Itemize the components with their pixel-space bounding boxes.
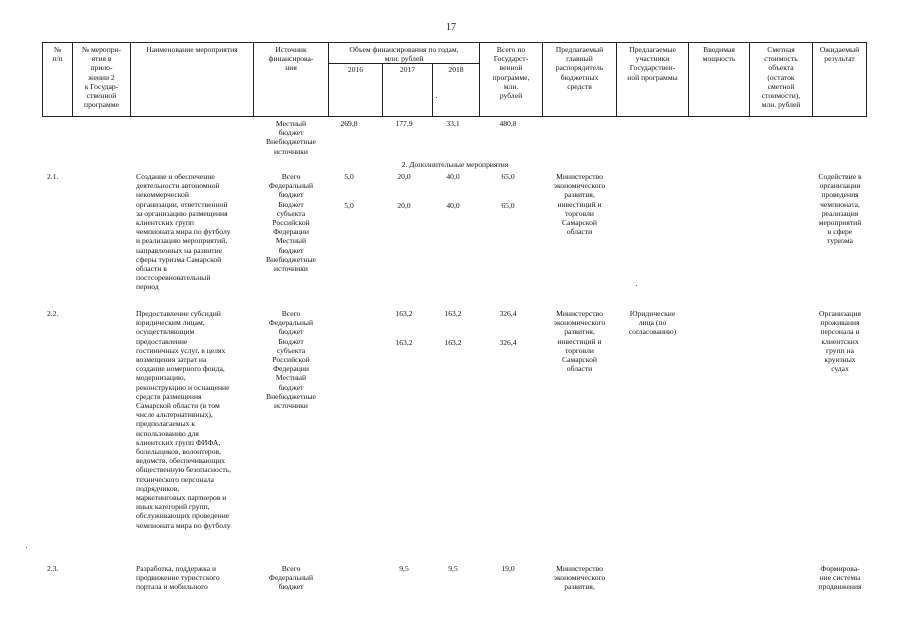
section-title: 2. Дополнительные мероприятия: [401, 160, 509, 169]
header-cost: Сметная стоимость объекта (остаток сметной стоимости), млн. рублей: [761, 45, 801, 110]
row-2016: 5,0: [344, 172, 354, 181]
scan-speck: [26, 547, 27, 548]
row-manager: Министерство экономического развития, инвестиций и торговли Самарской области: [553, 309, 606, 374]
row-participants: Юридические лица (по согласованию): [628, 309, 677, 337]
row-2018: 40,0: [446, 172, 460, 181]
row-2017: 9,5: [399, 564, 409, 573]
col-border: [866, 42, 867, 116]
header-name: Наименование мероприятия: [146, 45, 238, 54]
row-2017-federal: 20,0: [397, 201, 411, 210]
scan-speck: [436, 97, 437, 98]
row-total-federal: 326,4: [499, 338, 517, 347]
header-capacity: Вводимая мощность: [702, 45, 736, 64]
carry-2018: 33,1: [446, 119, 460, 128]
header-year-2016: 2016: [347, 65, 364, 74]
row-num: 2.2.: [47, 309, 59, 318]
row-source: Всего Федеральный бюджет Бюджет субъекта Российской Федерации Местный бюджет Внебюджетные источники: [266, 309, 316, 411]
header-top-border: [42, 42, 867, 43]
header-total: Всего по Государст- венной программе, млн. рублей: [492, 45, 530, 101]
row-source: Всего Федеральный бюджет: [268, 564, 314, 592]
header-result: Ожидаемый результат: [819, 45, 860, 64]
scan-speck: [636, 285, 637, 286]
header-source: Источник финансирова- ния: [268, 45, 314, 73]
row-num: 2.3.: [47, 564, 59, 573]
row-2016-federal: 5,0: [344, 201, 354, 210]
row-total: 326,4: [499, 309, 517, 318]
row-result: Содействие в организации проведения чемпионата, реализация мероприятий в сфере туризма: [818, 172, 862, 246]
page-number: 17: [446, 22, 456, 33]
header-year-2018: 2018: [448, 65, 464, 74]
row-2017: 163,2: [395, 309, 413, 318]
carry-source: Местный бюджет Внебюджетные источники: [266, 119, 316, 156]
row-total: 19,0: [501, 564, 515, 573]
row-2017: 20,0: [397, 172, 411, 181]
row-2018-federal: 40,0: [446, 201, 460, 210]
row-total: 65,0: [501, 172, 515, 181]
header-year-2017: 2017: [399, 65, 416, 74]
row-2018: 9,5: [448, 564, 458, 573]
header-num: № п/п: [52, 45, 63, 64]
header-manager: Предлагаемый главный распорядитель бюджетных средств: [555, 45, 604, 91]
row-2018-federal: 163,2: [444, 338, 462, 347]
row-manager: Министерство экономического развития, инвестиций и торговли Самарской области: [553, 172, 606, 237]
carry-2016: 269,8: [340, 119, 358, 128]
carry-2017: 177,9: [395, 119, 413, 128]
header-participants: Предлагаемые участники Государствен- ной программы: [627, 45, 678, 82]
row-name: Разработка, поддержка и продвижение туристского портала и мобильного: [136, 564, 220, 592]
header-volume: Объем финансирования по годам, млн. рублей: [349, 45, 459, 64]
header-event-no: № меропри- ятия в прило- жении 2 к Государ- ственной программе: [81, 45, 122, 110]
row-total-federal: 65,0: [501, 201, 515, 210]
row-name: Предоставление субсидий юридическим лицам, осуществляющим предоставление гостиничных услуг, в целях возмещения затрат на создание номерного фонда, модернизацию, реконструкцию и оснащение средств размещения Самарской области (в том числе альтернативных), предполагаемых к использованию для клиентских групп ФИФА, болельщиков, волонтеров, ведомств, обеспечивающих общественную безопасность, технического персонала подрядчиков, маркетинговых партнеров и иных категорий групп, обслуживающих проведение чемпионата мира по футболу: [136, 309, 232, 530]
carry-total: 480,8: [499, 119, 517, 128]
row-result: Формирова- ние системы продвижения: [818, 564, 862, 592]
row-name: Создание и обеспечение деятельности автономной некоммерческой организации, ответственной за организацию размещения клиентских групп чемпионата мира по футболу и реализацию мероприятий, направленных на развитие сферы туризма Самарской области в постсоревновательный период: [136, 172, 231, 292]
row-2017-federal: 163,2: [395, 338, 413, 347]
row-num: 2.1.: [47, 172, 59, 181]
row-2018: 163,2: [444, 309, 462, 318]
header-bottom-border: [42, 116, 867, 117]
row-manager: Министерство экономического развития,: [553, 564, 606, 592]
row-source: Всего Федеральный бюджет Бюджет субъекта Российской Федерации Местный бюджет Внебюджетные источники: [266, 172, 316, 274]
row-result: Организация проживания персонала и клиентских групп на круизных судах: [819, 309, 861, 374]
